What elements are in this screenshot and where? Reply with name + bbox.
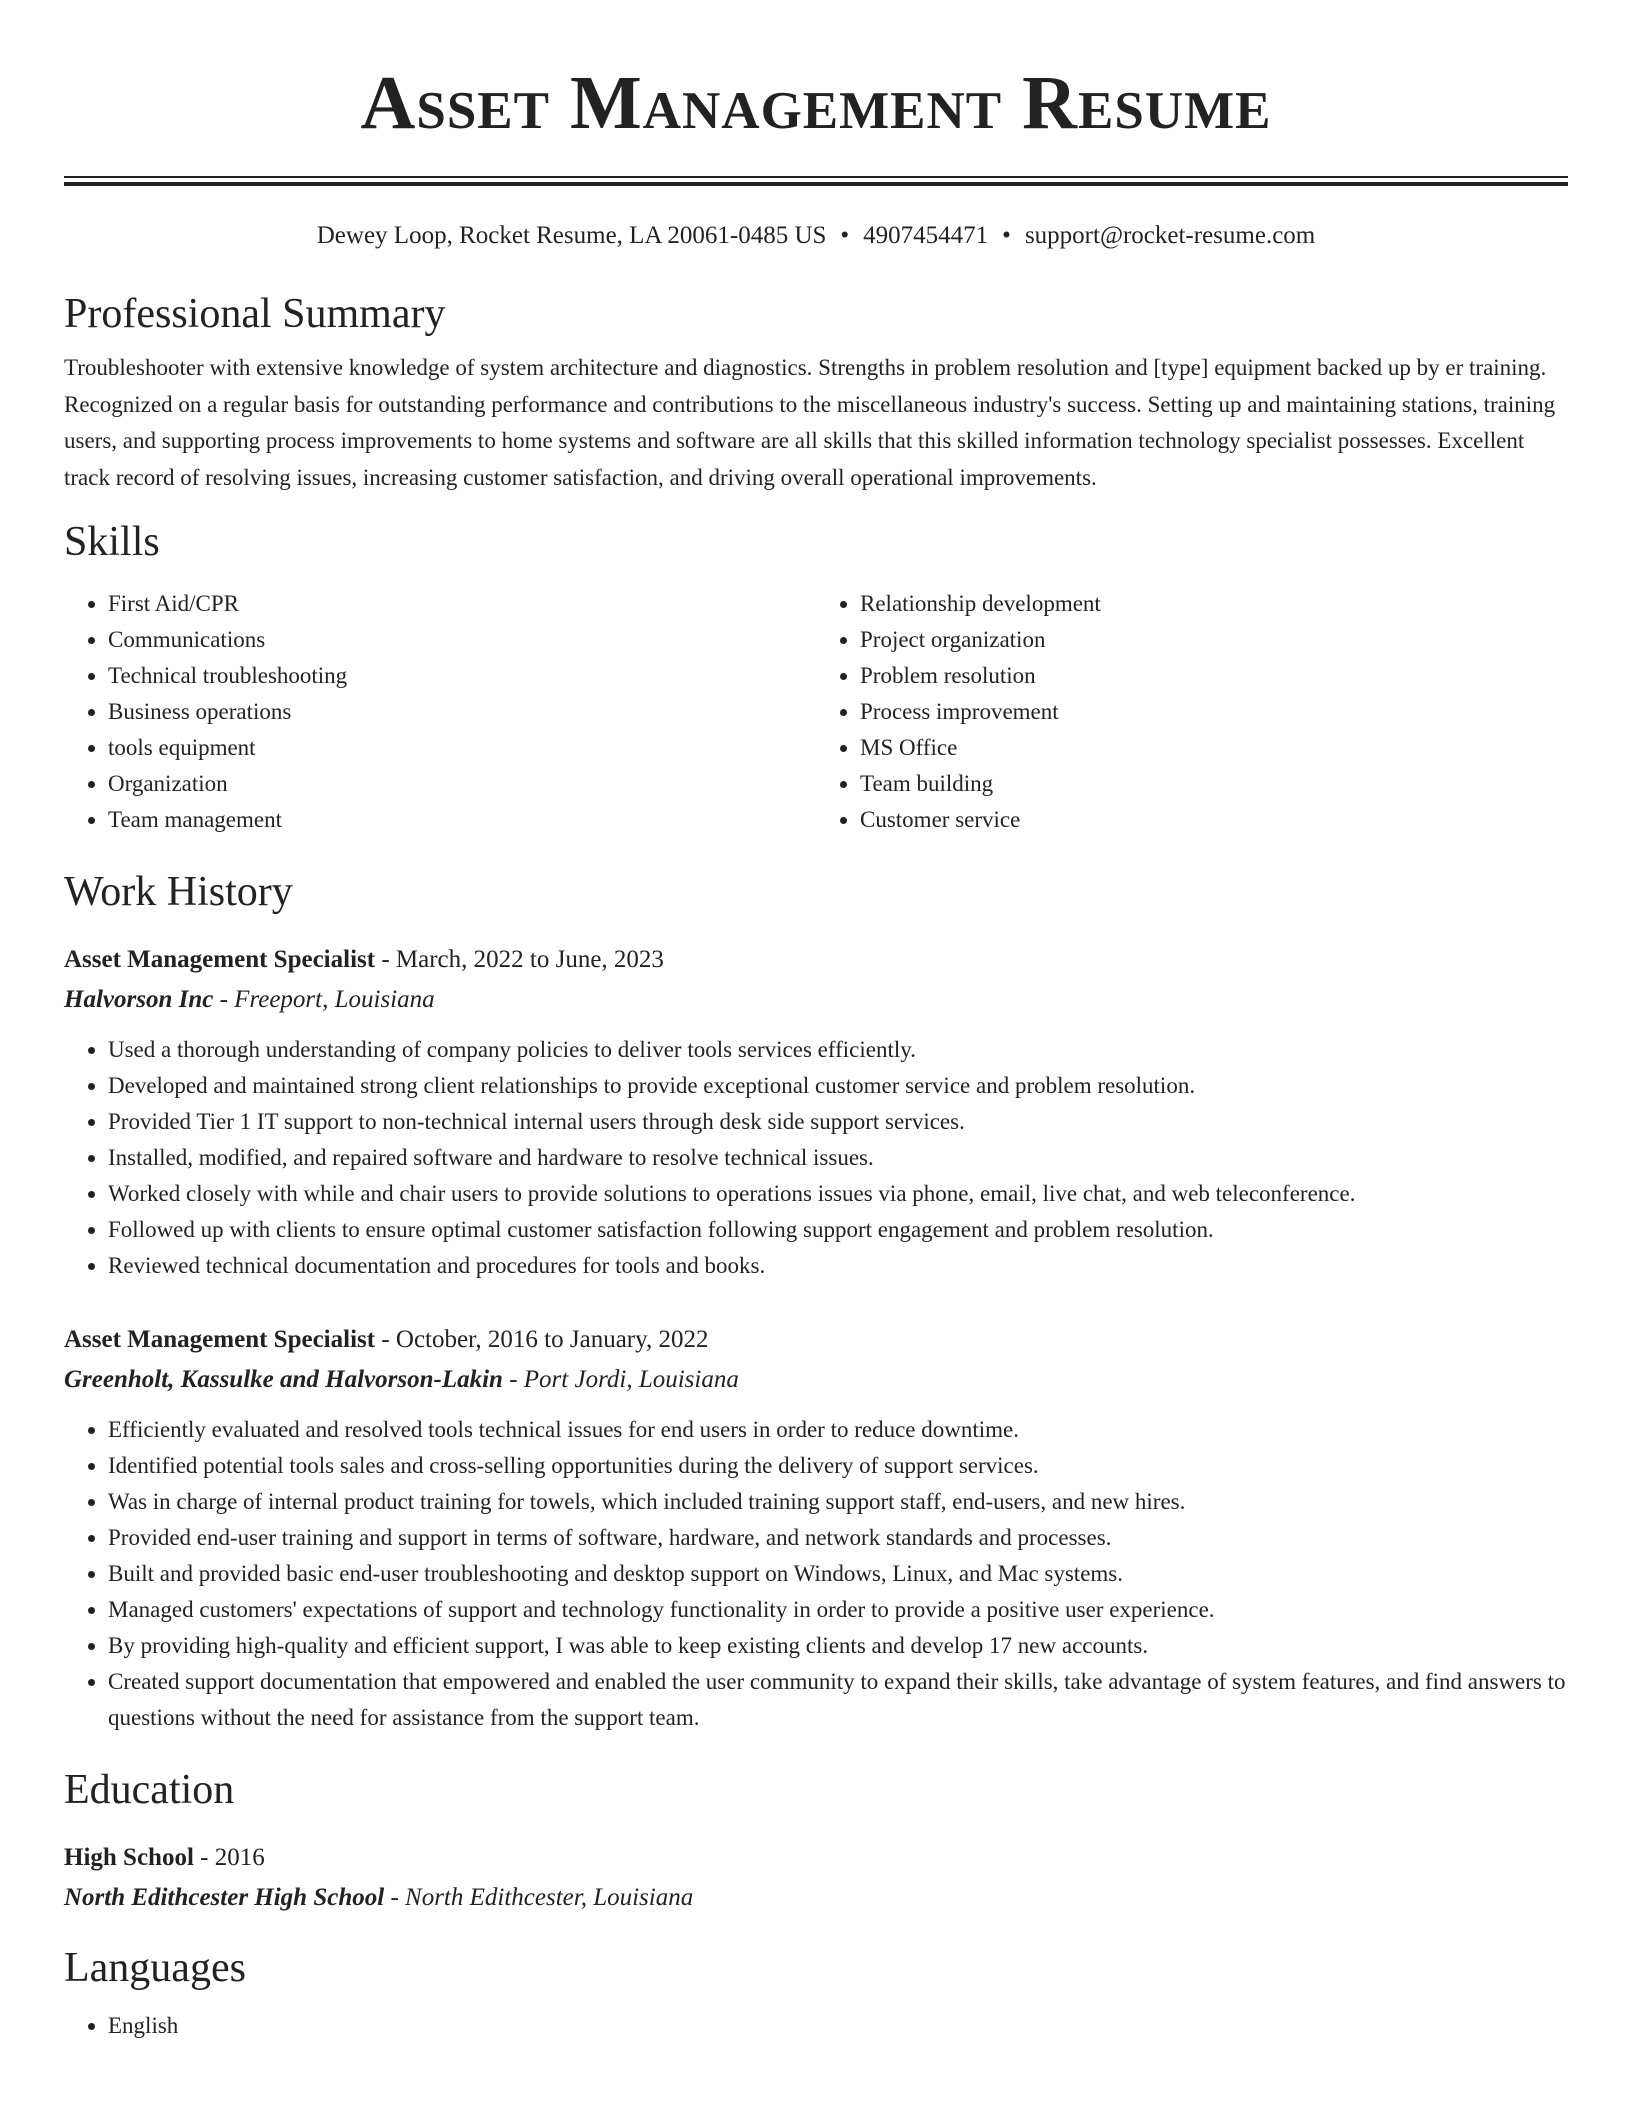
skill-item: • Customer service — [860, 802, 1568, 838]
skill-item: • MS Office — [860, 730, 1568, 766]
job-bullet: • Followed up with clients to ensure optimal customer satisfaction following support engagement and problem resolution. — [108, 1212, 1568, 1248]
skills-list-left — [64, 586, 816, 838]
resume-title: Asset Management Resume — [360, 61, 1272, 145]
skill-item: • Project organization — [860, 622, 1568, 658]
job-company: Halvorson Inc — [64, 986, 214, 1013]
work-history-heading: Work History — [64, 869, 293, 915]
skill-item: • Process improvement — [860, 694, 1568, 730]
skill-item: • Problem resolution — [860, 658, 1568, 694]
education-school: North Edithcester High School — [64, 1884, 385, 1911]
job-bullet: • Used a thorough understanding of company policies to deliver tools services efficiently. — [108, 1032, 1568, 1068]
languages-heading: Languages — [64, 1945, 246, 1991]
job-company: Greenholt, Kassulke and Halvorson-Lakin — [64, 1366, 503, 1393]
languages-list — [64, 2008, 1568, 2044]
skill-item: • First Aid/CPR — [108, 586, 816, 622]
job-bullet: • Was in charge of internal product training for towels, which included training support staff, end-users, and new hires. — [108, 1484, 1568, 1520]
education-location: - North Edithcester, Louisiana — [384, 1884, 694, 1911]
job-location: - Freeport, Louisiana — [213, 986, 435, 1013]
job-bullet: • Identified potential tools sales and cross-selling opportunities during the delivery of support services. — [108, 1448, 1568, 1484]
job-bullet: • By providing high-quality and efficient support, I was able to keep existing clients and develop 17 new accounts. — [108, 1628, 1568, 1664]
job-bullet: • Developed and maintained strong client relationships to provide exceptional customer service and problem resolution. — [108, 1068, 1568, 1104]
skill-item: • Relationship development — [860, 586, 1568, 622]
education-degree-line — [64, 1838, 1568, 1878]
job-bullets — [64, 1032, 1568, 1284]
job-bullet: • Installed, modified, and repaired software and hardware to resolve technical issues. — [108, 1140, 1568, 1176]
job-title: Asset Management Specialist — [64, 1326, 376, 1353]
job-dates: - March, 2022 to June, 2023 — [375, 946, 664, 973]
contact-separator: • — [840, 222, 850, 249]
contact-phone: 4907454471 — [863, 222, 989, 249]
job-bullet: • Built and provided basic end-user troubleshooting and desktop support on Windows, Linux, and Mac systems. — [108, 1556, 1568, 1592]
skill-item: • tools equipment — [108, 730, 816, 766]
skill-item: • Team management — [108, 802, 816, 838]
contact-address: Dewey Loop, Rocket Resume, LA 20061-0485 US — [316, 222, 827, 249]
language-item: • English — [108, 2008, 1568, 2044]
education-school-line — [64, 1878, 1568, 1918]
skill-item: • Organization — [108, 766, 816, 802]
job-bullet: • Provided end-user training and support in terms of software, hardware, and network standards and processes. — [108, 1520, 1568, 1556]
skill-item: • Communications — [108, 622, 816, 658]
job-bullets — [64, 1412, 1568, 1736]
skill-item: • Business operations — [108, 694, 816, 730]
education-heading: Education — [64, 1767, 235, 1813]
education-year: - 2016 — [193, 1844, 265, 1871]
job-company-line — [64, 1360, 1568, 1400]
skills-columns — [64, 586, 1568, 838]
education-degree: High School — [64, 1844, 194, 1871]
skill-item: • Technical troubleshooting — [108, 658, 816, 694]
summary-text: Troubleshooter with extensive knowledge of system architecture and diagnostics. Strengths in problem resolution and [type] equipment backed up by er training. Recognized on a regular basis for outstanding performance and contributions to the miscellaneous industry's success. Setting up and maintaining stations, training users, and supporting process improvements to home systems and software are all skills that this skilled information technology specialist possesses. Excellent track record of resolving issues, increasing customer satisfaction, and driving overall operational improvements. — [64, 355, 1556, 490]
job-entry — [64, 940, 1568, 1284]
job-bullet: • Reviewed technical documentation and procedures for tools and books. — [108, 1248, 1568, 1284]
contact-line — [64, 220, 1568, 252]
job-bullet: • Created support documentation that empowered and enabled the user community to expand their skills, take advantage of system features, and find answers to questions without the need for assistance from the support team. — [108, 1664, 1568, 1736]
job-title-line — [64, 1320, 1568, 1360]
job-company-line — [64, 980, 1568, 1020]
job-dates: - October, 2016 to January, 2022 — [375, 1326, 709, 1353]
contact-separator: • — [1002, 222, 1011, 249]
skills-list-right — [816, 586, 1568, 838]
contact-email: support@rocket-resume.com — [1024, 222, 1316, 249]
skills-heading: Skills — [64, 519, 160, 565]
job-bullet: • Worked closely with while and chair users to provide solutions to operations issues via phone, email, live chat, and web teleconference. — [108, 1176, 1568, 1212]
job-bullet: • Managed customers' expectations of support and technology functionality in order to provide a positive user experience. — [108, 1592, 1568, 1628]
skill-item: • Team building — [860, 766, 1568, 802]
title-double-rule — [64, 176, 1568, 186]
summary-heading: Professional Summary — [64, 291, 446, 337]
job-title-line — [64, 940, 1568, 980]
job-title: Asset Management Specialist — [64, 946, 376, 973]
job-bullet: • Provided Tier 1 IT support to non-technical internal users through desk side support services. — [108, 1104, 1568, 1140]
job-entry — [64, 1320, 1568, 1736]
job-bullet: • Efficiently evaluated and resolved tools technical issues for end users in order to reduce downtime. — [108, 1412, 1568, 1448]
job-location: - Port Jordi, Louisiana — [502, 1366, 739, 1393]
